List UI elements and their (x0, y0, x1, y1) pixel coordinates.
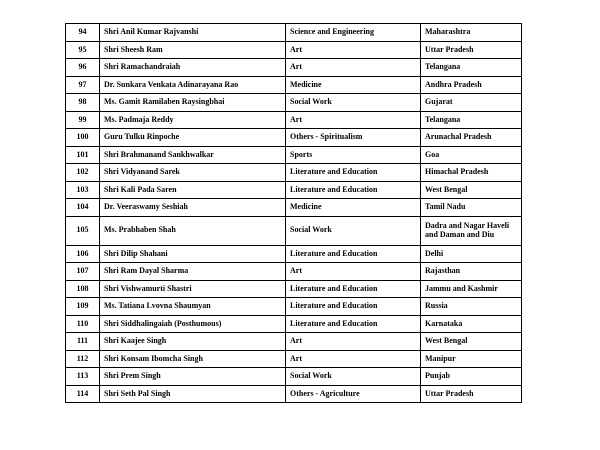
table-row (66, 263, 522, 281)
name-cell: Shri Prem Singh (100, 368, 286, 386)
table-row (66, 146, 522, 164)
table-row (66, 94, 522, 112)
state-cell: Tamil Nadu (421, 199, 522, 217)
name-cell: Shri Konsam Ibomcha Singh (100, 350, 286, 368)
field-cell: Social Work (286, 216, 421, 245)
state-cell: Manipur (421, 350, 522, 368)
name-cell: Shri Dilip Shahani (100, 245, 286, 263)
name-cell: Shri Brahmanand Sankhwalkar (100, 146, 286, 164)
state-cell: Uttar Pradesh (421, 385, 522, 403)
table-row (66, 76, 522, 94)
field-cell: Literature and Education (286, 315, 421, 333)
state-cell: Andhra Pradesh (421, 76, 522, 94)
serial-number-cell: 106 (66, 245, 100, 263)
awardees-table (65, 23, 522, 403)
name-cell: Shri Anil Kumar Rajvanshi (100, 24, 286, 42)
state-cell: Rajasthan (421, 263, 522, 281)
serial-number-cell: 112 (66, 350, 100, 368)
field-cell: Art (286, 333, 421, 351)
table-row (66, 41, 522, 59)
serial-number-cell: 108 (66, 280, 100, 298)
state-cell: Jammu and Kashmir (421, 280, 522, 298)
name-cell: Dr. Veeraswamy Seshiah (100, 199, 286, 217)
field-cell: Others - Agriculture (286, 385, 421, 403)
serial-number-cell: 99 (66, 111, 100, 129)
serial-number-cell: 105 (66, 216, 100, 245)
name-cell: Shri Kaajee Singh (100, 333, 286, 351)
table-row (66, 298, 522, 316)
state-cell: West Bengal (421, 181, 522, 199)
table-row (66, 315, 522, 333)
field-cell: Medicine (286, 199, 421, 217)
field-cell: Medicine (286, 76, 421, 94)
field-cell: Literature and Education (286, 298, 421, 316)
serial-number-cell: 102 (66, 164, 100, 182)
field-cell: Art (286, 41, 421, 59)
name-cell: Shri Sheesh Ram (100, 41, 286, 59)
field-cell: Science and Engineering (286, 24, 421, 42)
name-cell: Shri Seth Pal Singh (100, 385, 286, 403)
serial-number-cell: 104 (66, 199, 100, 217)
state-cell: Karnataka (421, 315, 522, 333)
table-row (66, 164, 522, 182)
serial-number-cell: 97 (66, 76, 100, 94)
serial-number-cell: 96 (66, 59, 100, 77)
field-cell: Literature and Education (286, 181, 421, 199)
serial-number-cell: 94 (66, 24, 100, 42)
serial-number-cell: 107 (66, 263, 100, 281)
state-cell: Punjab (421, 368, 522, 386)
field-cell: Others - Spiritualism (286, 129, 421, 147)
name-cell: Ms. Tatiana Lvovna Shaumyan (100, 298, 286, 316)
state-cell: Arunachal Pradesh (421, 129, 522, 147)
state-cell: Russia (421, 298, 522, 316)
table-row (66, 333, 522, 351)
table-row (66, 385, 522, 403)
name-cell: Dr. Sunkara Venkata Adinarayana Rao (100, 76, 286, 94)
table-row (66, 350, 522, 368)
name-cell: Shri Vishwamurti Shastri (100, 280, 286, 298)
field-cell: Art (286, 111, 421, 129)
field-cell: Art (286, 350, 421, 368)
state-cell: Delhi (421, 245, 522, 263)
state-cell: Telangana (421, 111, 522, 129)
field-cell: Social Work (286, 368, 421, 386)
table-row (66, 24, 522, 42)
field-cell: Art (286, 59, 421, 77)
name-cell: Shri Vidyanand Sarek (100, 164, 286, 182)
field-cell: Literature and Education (286, 280, 421, 298)
field-cell: Sports (286, 146, 421, 164)
name-cell: Ms. Gamit Ramilaben Raysingbhai (100, 94, 286, 112)
table-row (66, 280, 522, 298)
field-cell: Social Work (286, 94, 421, 112)
table-row (66, 245, 522, 263)
serial-number-cell: 100 (66, 129, 100, 147)
serial-number-cell: 109 (66, 298, 100, 316)
serial-number-cell: 98 (66, 94, 100, 112)
serial-number-cell: 103 (66, 181, 100, 199)
field-cell: Literature and Education (286, 245, 421, 263)
name-cell: Shri Siddhalingaiah (Posthumous) (100, 315, 286, 333)
table-row (66, 129, 522, 147)
table-row (66, 111, 522, 129)
table-row (66, 181, 522, 199)
serial-number-cell: 101 (66, 146, 100, 164)
name-cell: Shri Ram Dayal Sharma (100, 263, 286, 281)
state-cell: West Bengal (421, 333, 522, 351)
state-cell: Himachal Pradesh (421, 164, 522, 182)
state-cell: Dadra and Nagar Haveli and Daman and Diu (421, 216, 522, 245)
field-cell: Literature and Education (286, 164, 421, 182)
serial-number-cell: 113 (66, 368, 100, 386)
name-cell: Ms. Prabhaben Shah (100, 216, 286, 245)
table-row (66, 216, 522, 245)
name-cell: Shri Kali Pada Saren (100, 181, 286, 199)
table-row (66, 368, 522, 386)
state-cell: Goa (421, 146, 522, 164)
name-cell: Ms. Padmaja Reddy (100, 111, 286, 129)
name-cell: Guru Tulku Rinpoche (100, 129, 286, 147)
serial-number-cell: 110 (66, 315, 100, 333)
table-row (66, 59, 522, 77)
field-cell: Art (286, 263, 421, 281)
serial-number-cell: 111 (66, 333, 100, 351)
serial-number-cell: 95 (66, 41, 100, 59)
state-cell: Maharashtra (421, 24, 522, 42)
state-cell: Telangana (421, 59, 522, 77)
table-row (66, 199, 522, 217)
state-cell: Uttar Pradesh (421, 41, 522, 59)
serial-number-cell: 114 (66, 385, 100, 403)
state-cell: Gujarat (421, 94, 522, 112)
name-cell: Shri Ramachandraiah (100, 59, 286, 77)
